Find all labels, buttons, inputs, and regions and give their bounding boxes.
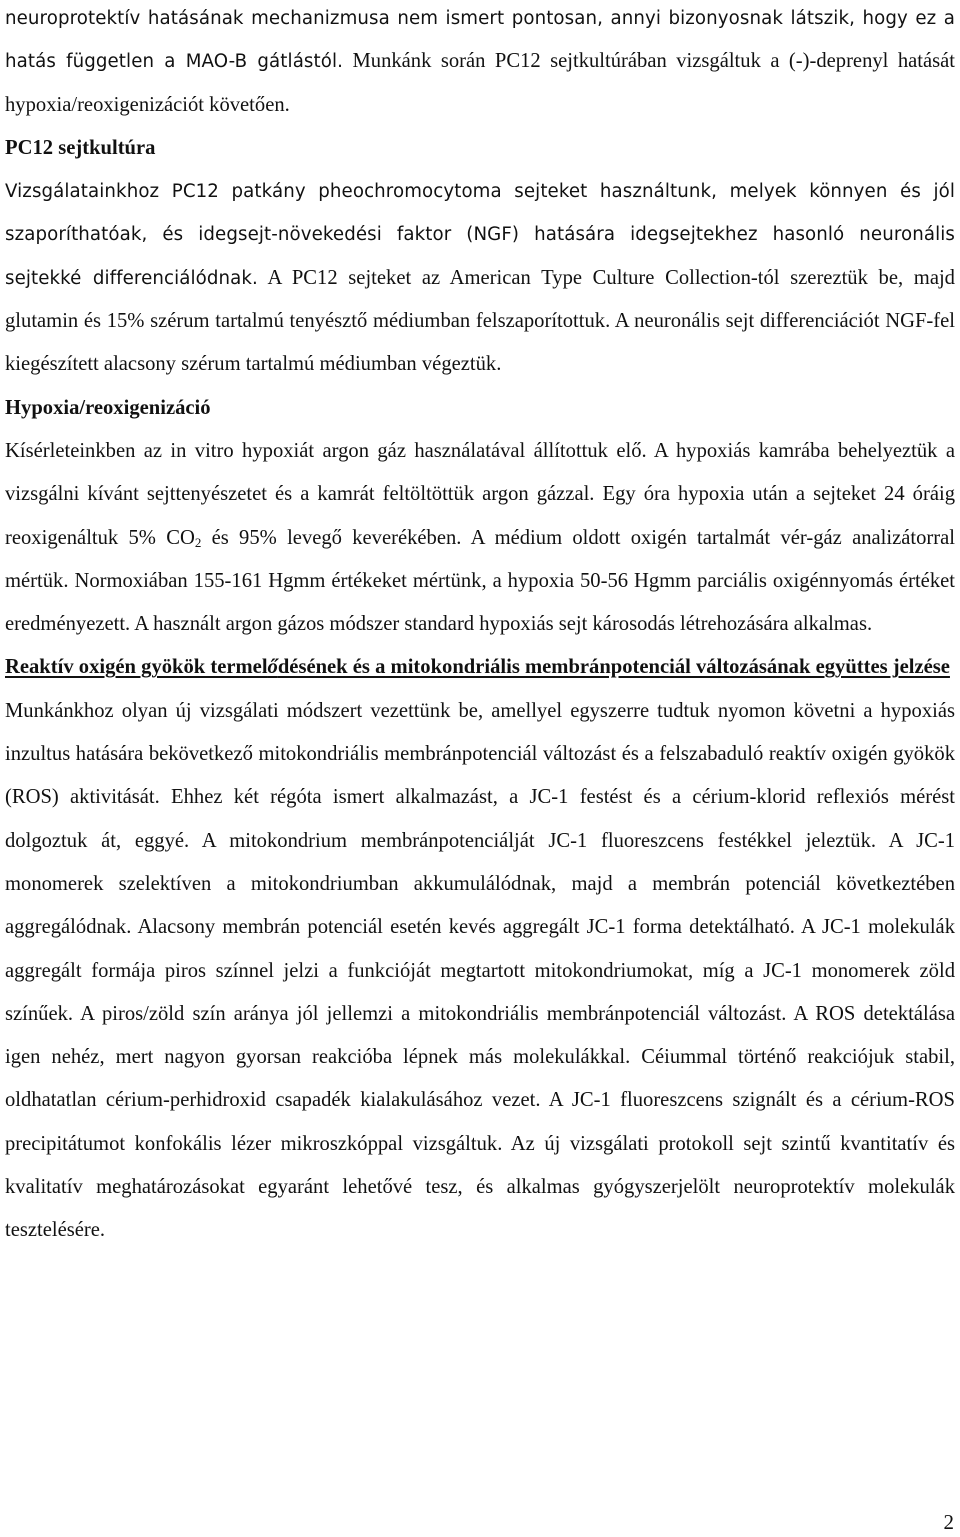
section-paragraph-ros: Munkánkhoz olyan új vizsgálati módszert vezettünk be, amellyel egyszerre tudtuk nyomon követni a hypoxiás inzultus hatására bekövetkező mitokondriális membránpotenciál változást és a felszabaduló reaktív oxigén gyökök (ROS) aktivitását. Ehhez két régóta ismert alkalmazást, a JC-1 festést és a cérium-klorid reflexiós mérést dolgoztuk át, eggyé. A mitokondrium membránpotenciálját JC-1 fluoreszcens festékkel jeleztük. A JC-1 monomerek szelektíven a mitokondriumban akkumulálódnak, majd a membrán potenciál következtében aggregálódnak. Alacsony membrán potenciál esetén kevés aggregált JC-1 forma detektálható. A JC-1 molekulák aggregált formája piros színnel jelzi a funkcióját megtartott mitokondriumokat, míg a JC-1 monomerek zöld színűek. A piros/zöld szín aránya jól jellemzi a mitokondriális membránpotenciál változást. A ROS detektálása igen nehéz, mert nagyon gyorsan reakcióba lépnek más molekulákkal. Céiummal történő reakciójuk stabil, oldhatatlan cérium-perhidroxid csapadék kialakulásához vezet. A JC-1 fluoreszcens szignált és a cérium-ROS precipitátumot konfokális lézer mikroszkóppal vizsgáltuk. Az új vizsgálati protokoll sejt szintű kvantitatív és kvalitatív meghatározásokat egyaránt lehetővé tesz, és alkalmas gyógyszerjelölt neuroprotektív molekulák tesztelésére.: [5, 699, 955, 1242]
pc12-text-b: A PC12 sejteket az American Type Culture Collection-tól szereztük be, majd glutamin és 15% szérum tartalmú tenyésztő médiumban felszaporítottuk. A neuronális sejt differenciációt NGF-fel kiegészített alacsony szérum tartalmú médiumban végeztük.: [5, 266, 955, 376]
pc12-text-a: Vizsgálatainkhoz PC12 patkány pheochromocytoma sejteket használtunk, melyek könnyen és jól szaporíthatóak, és idegsejt-növekedési faktor (NGF) hatására idegsejtekhez hasonló neuronális sejtekké differenciálódnak.: [5, 181, 955, 289]
section-paragraph-hypoxia: [5, 430, 955, 646]
intro-sentence-1a: neuroprotektív hatásának mechanizmusa nem ismert pontosan, annyi bizonyosnak látszik, hogy ez a hatás független a MAO-B gátlástól.: [5, 8, 955, 73]
section-paragraph-pc12: [5, 170, 955, 386]
section-heading-ros: [5, 646, 955, 689]
page-number: 2: [943, 1510, 954, 1534]
hypoxia-text-b: és 95% levegő keverékében. A médium oldott oxigén tartalmát vér-gáz analizátorral mértük. Normoxiában 155-161 Hgmm értékeket mértünk, a hypoxia 50-56 Hgmm parciális oxigénnyomás értéket eredményezett. A használt argon gázos módszer standard hypoxiás sejt károsodás létrehozására alkalmas.: [5, 526, 955, 636]
ros-heading-italic: ő: [267, 656, 278, 679]
ros-heading-part-b: désének és a mitokondriális membránpotenciál változásának együttes jelzése: [277, 656, 950, 679]
hypoxia-text-a: Kísérleteinkben az in vitro hypoxiát argon gáz használatával állítottuk elő. A hypoxiás kamrába behelyeztük a vizsgálni kívánt sejttenyészetet és a kamrát feltöltöttük argon gázzal. Egy óra hypoxia után a sejteket 24 óráig reoxigenáltuk 5% CO: [5, 439, 955, 549]
ros-heading-part-a: Reaktív oxigén gyökök termel: [5, 656, 268, 679]
intro-sentence-1b: Munkánk során PC12 sejtkultúrában vizsgáltuk a (-)-deprenyl hatását hypoxia/reoxigenizációt követően.: [5, 50, 956, 116]
co2-subscript: 2: [194, 534, 202, 550]
section-heading-hypoxia: Hypoxia/reoxigenizáció: [5, 396, 211, 419]
document-page: [5, 0, 955, 1253]
intro-paragraph: [5, 0, 955, 127]
section-heading-pc12: PC12 sejtkultúra: [5, 136, 156, 159]
